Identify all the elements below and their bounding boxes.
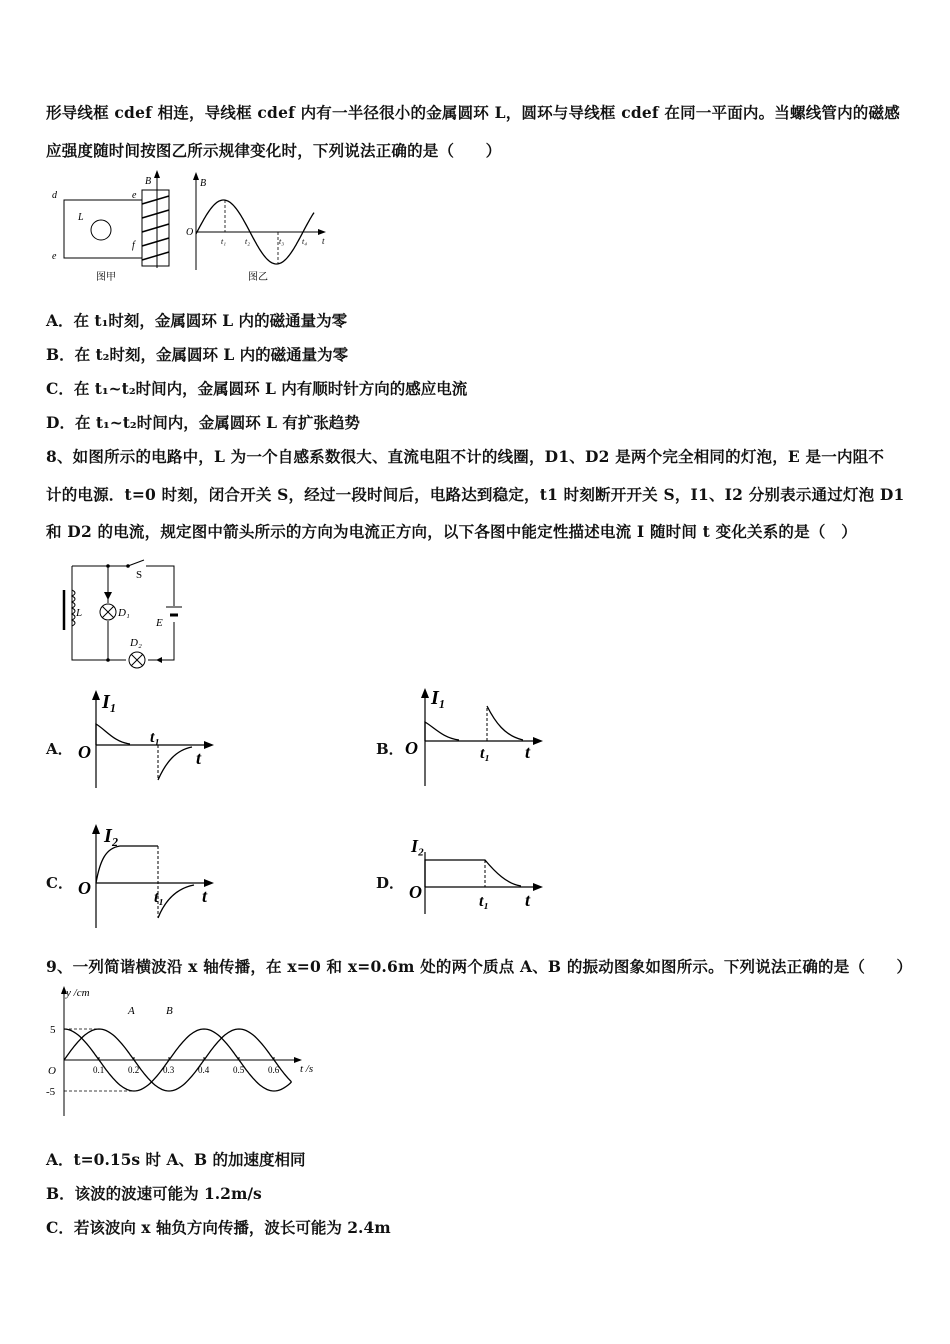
- q8-option-d-label[interactable]: D．: [376, 874, 405, 892]
- label-d: d: [52, 190, 57, 201]
- x-tick-label-0: 0.1: [93, 1065, 105, 1075]
- graph-d-curve: [425, 860, 521, 887]
- q8-graph-c: [74, 822, 222, 930]
- q9-vibration-chart: [46, 984, 336, 1118]
- q7-option-a[interactable]: A．在 t₁时刻，金属圆环 L 内的磁通量为零: [46, 311, 348, 330]
- graph-b-curve-2: [487, 706, 523, 740]
- solenoid-windings: [142, 196, 169, 260]
- label-e-top: e: [132, 190, 137, 201]
- caption-fig-a: 图甲: [96, 272, 116, 283]
- label-f: f: [132, 240, 135, 251]
- x-tick-label-2: 0.3: [163, 1065, 175, 1075]
- y-axis-label: y /cm: [66, 987, 90, 999]
- q7-option-c[interactable]: C．在 t₁~t₂时间内，金属圆环 L 内有顺时针方向的感应电流: [46, 379, 468, 398]
- graph-b-ylabel: I₁: [431, 687, 446, 709]
- label-t2: t₂: [245, 237, 251, 246]
- q8-option-a-label[interactable]: A．: [46, 740, 73, 758]
- graph-a-t1: t₁: [150, 729, 161, 746]
- caption-fig-b: 图乙: [248, 272, 268, 283]
- arrow-d2: [156, 657, 162, 663]
- q8-graph-d: [403, 832, 551, 916]
- q7-option-b[interactable]: B．在 t₂时刻，金属圆环 L 内的磁通量为零: [46, 345, 349, 364]
- wire-frame-cdef: [64, 200, 142, 258]
- y-tick-5: 5: [50, 1024, 56, 1036]
- q9-stem: 9、一列简谐横波沿 x 轴传播，在 x=0 和 x=0.6m 处的两个质点 A、B 的振动图象如图所示。下列说法正确的是（ ）: [46, 957, 913, 976]
- graph-a-t: t: [196, 748, 202, 768]
- graph-a-origin: O: [78, 742, 91, 762]
- wire-top-right: [146, 566, 174, 606]
- label-t: t: [322, 236, 325, 246]
- graph-c-ylabel: I₂: [104, 825, 119, 847]
- series-a-label: A: [128, 1005, 135, 1017]
- q9-option-c[interactable]: C．若该波向 x 轴负方向传播，波长可能为 2.4m: [46, 1218, 391, 1237]
- label-t3: t₃: [279, 237, 285, 246]
- series-b-label: B: [166, 1005, 173, 1017]
- graph-c-t: t: [202, 886, 208, 906]
- q7-fig-right: [186, 172, 326, 283]
- graph-c-t1: t₁: [154, 889, 165, 906]
- graph-a-ylabel: I₁: [102, 691, 117, 713]
- label-B-right: B: [200, 178, 207, 189]
- q9-option-b[interactable]: B．该波的波速可能为 1.2m/s: [46, 1184, 262, 1203]
- label-D2: D₂: [130, 637, 142, 649]
- label-t1: t₁: [221, 237, 227, 246]
- q8-option-c-label[interactable]: C．: [46, 874, 73, 892]
- graph-a-curve-2: [158, 747, 192, 780]
- graph-c-origin: O: [78, 878, 91, 898]
- q7-figure: [46, 168, 336, 286]
- label-D1: D₁: [118, 607, 130, 619]
- label-L: L: [78, 212, 84, 223]
- q7-stem-line-2: 应强度随时间按图乙所示规律变化时，下列说法正确的是（ ）: [46, 141, 502, 160]
- x-tick-label-4: 0.5: [233, 1065, 245, 1075]
- graph-d-origin: O: [409, 882, 422, 902]
- q7-option-d[interactable]: D．在 t₁~t₂时间内，金属圆环 L 有扩张趋势: [46, 413, 360, 432]
- inductor-coil: [72, 590, 75, 626]
- graph-b-t: t: [525, 742, 531, 762]
- graph-d-ylabel: I₂: [411, 836, 425, 856]
- graph-b-origin: O: [405, 738, 418, 758]
- q7-stem-line-1: 形导线框 cdef 相连，导线框 cdef 内有一半径很小的金属圆环 L，圆环与导线框 cdef 在同一平面内。当螺线管内的磁感: [46, 103, 900, 122]
- q9-option-a[interactable]: A．t=0.15s 时 A、B 的加速度相同: [46, 1150, 306, 1169]
- label-B-left: B: [145, 176, 152, 187]
- graph-d-t1: t₁: [479, 893, 490, 910]
- q8-circuit: [46, 558, 196, 670]
- x-tick-label-3: 0.4: [198, 1065, 210, 1075]
- graph-b-t1: t₁: [480, 745, 491, 762]
- graph-c-curve-1: [96, 846, 158, 883]
- q8-stem-line-3: 和 D2 的电流，规定图中箭头所示的方向为电流正方向，以下各图中能定性描述电流 I 随时间 t 变化关系的是（ ）: [46, 522, 857, 541]
- q8-option-b-label[interactable]: B．: [376, 740, 404, 758]
- y-tick-minus-5: -5: [46, 1086, 56, 1098]
- q8-graph-a: [74, 688, 222, 792]
- label-O-right: O: [186, 227, 194, 238]
- q8-stem-line-2: 计的电源．t=0 时刻，闭合开关 S，经过一段时间后，电路达到稳定，t1 时刻断开开关 S，I1、I2 分别表示通过灯泡 D1: [46, 485, 905, 504]
- label-S: S: [136, 569, 143, 581]
- x-axis-label: t /s: [300, 1063, 314, 1075]
- q8-graph-b: [403, 686, 551, 790]
- graph-b-curve-1: [425, 722, 459, 741]
- q7-fig-left: [52, 170, 169, 283]
- label-L: L: [76, 607, 83, 619]
- b-field-arrowhead: [154, 170, 160, 178]
- metal-ring-L: [91, 220, 111, 240]
- graph-a-curve-1: [96, 724, 130, 745]
- origin-label: O: [48, 1065, 56, 1077]
- arrow-d1: [104, 592, 112, 600]
- label-t4: t₄: [302, 237, 308, 246]
- label-e-bottom: e: [52, 251, 57, 262]
- q8-stem-line-1: 8、如图所示的电路中，L 为一个自感系数很大、直流电阻不计的线圈，D1、D2 是两个完全相同的灯泡，E 是一内阻不: [46, 447, 885, 466]
- switch-S: [128, 560, 144, 566]
- x-tick-label-1: 0.2: [128, 1065, 140, 1075]
- x-tick-label-5: 0.6: [268, 1065, 280, 1075]
- label-E: E: [156, 617, 163, 629]
- graph-d-t: t: [525, 890, 531, 910]
